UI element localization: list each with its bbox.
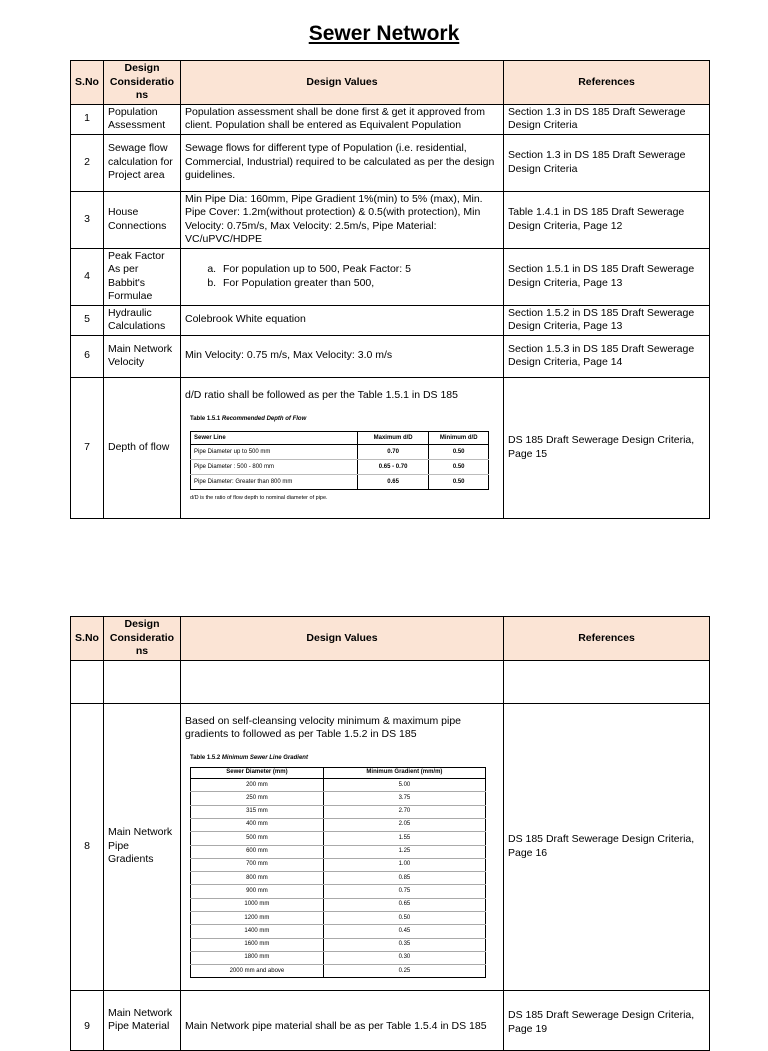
empty-cell <box>504 660 710 703</box>
subtable-cell: 0.50 <box>429 460 489 475</box>
subtable-cell: 500 mm <box>191 832 324 845</box>
gradient-table <box>190 767 486 978</box>
subtable-cell: 0.35 <box>323 938 485 951</box>
table-row <box>191 938 486 951</box>
subtable-cell: 0.45 <box>323 925 485 938</box>
subtable-cell: 200 mm <box>191 779 324 792</box>
row-sno: 2 <box>71 134 104 191</box>
table-row <box>191 925 486 938</box>
header-design-considerations: Design Consideratio ns <box>104 61 181 105</box>
subtable-cell: 0.65 - 0.70 <box>357 460 429 475</box>
row-value: Population assessment shall be done first & get it approved from client. Population shall be entered as Equivalent Population <box>181 104 504 134</box>
subtable-cell: 0.65 <box>323 898 485 911</box>
table-row <box>71 248 710 305</box>
subtable-cell: Pipe Diameter : 500 - 800 mm <box>191 460 358 475</box>
subtable-header: Sewer Diameter (mm) <box>191 768 324 779</box>
subtable-cell: 0.65 <box>357 475 429 490</box>
subtable-header: Maximum d/D <box>357 432 429 445</box>
table-row <box>71 134 710 191</box>
table-row <box>191 845 486 858</box>
subtable-cell: 800 mm <box>191 872 324 885</box>
table-row <box>71 990 710 1050</box>
subtable-title: Table 1.5.1 Recommended Depth of Flow <box>190 415 307 422</box>
subtable-cell: 315 mm <box>191 805 324 818</box>
table-row <box>191 898 486 911</box>
table-row-empty <box>71 660 710 703</box>
subtable-cell: 2000 mm and above <box>191 965 324 978</box>
row-consideration: Hydraulic Calculations <box>104 305 181 335</box>
row-reference: Section 1.5.3 in DS 185 Draft Sewerage Design Criteria, Page 14 <box>504 335 710 377</box>
gradient-text: Based on self-cleansing velocity minimum & maximum pipe gradients to followed as per Table 1.5.2 in DS 185 <box>185 714 462 741</box>
depth-of-flow-subtable <box>185 403 499 506</box>
subtable-cell: 0.50 <box>429 475 489 490</box>
gradient-table-body <box>191 779 486 978</box>
subtable-cell: 2.70 <box>323 805 485 818</box>
subtable-cell: 900 mm <box>191 885 324 898</box>
row-value: Colebrook White equation <box>181 305 504 335</box>
row-sno: 4 <box>71 248 104 305</box>
header-references: References <box>504 617 710 661</box>
row-value: Sewage flows for different type of Population (i.e. residential, Commercial, Industrial) required to be calculated as per the design guidelines. <box>181 134 504 191</box>
subtable-cell: 0.75 <box>323 885 485 898</box>
subtable-cell: Pipe Diameter: Greater than 800 mm <box>191 475 358 490</box>
subtable-cell: 5.00 <box>323 779 485 792</box>
subtable-header: Minimum Gradient (mm/m) <box>323 768 485 779</box>
subtable-cell: 0.25 <box>323 965 485 978</box>
table-row <box>191 832 486 845</box>
subtable-note: d/D is the ratio of flow depth to nominal diameter of pipe. <box>190 495 328 502</box>
subtable-cell: 1.25 <box>323 845 485 858</box>
header-references: References <box>504 61 710 105</box>
subtable-cell: 1.55 <box>323 832 485 845</box>
empty-cell <box>104 660 181 703</box>
row-consideration: Depth of flow <box>104 377 181 518</box>
header-sno: S.No <box>71 617 104 661</box>
table-row <box>191 475 489 490</box>
row-reference: Section 1.5.1 in DS 185 Draft Sewerage Design Criteria, Page 13 <box>504 248 710 305</box>
table-row <box>71 335 710 377</box>
table-row <box>71 191 710 248</box>
table-header-row <box>71 617 710 661</box>
subtable-cell: Pipe Diameter up to 500 mm <box>191 445 358 460</box>
subtable-cell: 1.00 <box>323 858 485 871</box>
row-sno: 1 <box>71 104 104 134</box>
table-row <box>191 872 486 885</box>
subtable-cell: 1200 mm <box>191 911 324 924</box>
row-reference: DS 185 Draft Sewerage Design Criteria, Page 16 <box>504 703 710 990</box>
header-design-values: Design Values <box>181 61 504 105</box>
row-value <box>181 248 504 305</box>
table-row <box>191 805 486 818</box>
list-item: a. For population up to 500, Peak Factor: 5 <box>219 263 499 277</box>
row-consideration: Main Network Pipe Material <box>104 990 181 1050</box>
empty-cell <box>71 660 104 703</box>
row-sno: 8 <box>71 703 104 990</box>
row-reference: Section 1.3 in DS 185 Draft Sewerage Design Criteria <box>504 104 710 134</box>
list-item: b. For Population greater than 500, <box>219 277 499 291</box>
table-row <box>191 965 486 978</box>
depth-of-flow-text: d/D ratio shall be followed as per the Table 1.5.1 in DS 185 <box>185 389 458 402</box>
subtable-cell: 0.30 <box>323 951 485 964</box>
subtable-cell: 1000 mm <box>191 898 324 911</box>
row-reference: DS 185 Draft Sewerage Design Criteria, Page 15 <box>504 377 710 518</box>
header-sno: S.No <box>71 61 104 105</box>
table-row <box>191 911 486 924</box>
subtable-cell: 1800 mm <box>191 951 324 964</box>
row-consideration: Sewage flow calculation for Project area <box>104 134 181 191</box>
subtable-header: Sewer Line <box>191 432 358 445</box>
table-row <box>191 885 486 898</box>
subtable-cell: 400 mm <box>191 818 324 831</box>
subtable-cell: 1600 mm <box>191 938 324 951</box>
table-header-row <box>71 61 710 105</box>
row-reference: Section 1.5.2 in DS 185 Draft Sewerage Design Criteria, Page 13 <box>504 305 710 335</box>
row-sno: 3 <box>71 191 104 248</box>
subtable-cell: 250 mm <box>191 792 324 805</box>
header-design-considerations: Design Consideratio ns <box>104 617 181 661</box>
table-row <box>191 792 486 805</box>
table-row <box>191 460 489 475</box>
subtable-cell: 600 mm <box>191 845 324 858</box>
subtable-header: Minimum d/D <box>429 432 489 445</box>
table-row <box>191 445 489 460</box>
row-consideration: Peak Factor As per Babbit's Formulae <box>104 248 181 305</box>
table-row <box>71 377 710 518</box>
row-reference: Table 1.4.1 in DS 185 Draft Sewerage Design Criteria, Page 12 <box>504 191 710 248</box>
row-sno: 5 <box>71 305 104 335</box>
table-row <box>71 104 710 134</box>
row-value: Min Pipe Dia: 160mm, Pipe Gradient 1%(min) to 5% (max), Min. Pipe Cover: 1.2m(without protection) & 0.5(with protection), Min Velocity: 0.75m/s, Max Velocity: 2.5m/s, Pipe Material: VC/uPVC/HDPE <box>181 191 504 248</box>
row-value <box>181 377 504 518</box>
row-sno: 7 <box>71 377 104 518</box>
page-title: Sewer Network <box>308 22 460 45</box>
row-sno: 6 <box>71 335 104 377</box>
table-row <box>191 858 486 871</box>
table-row <box>191 951 486 964</box>
row-consideration: Main Network Pipe Gradients <box>104 703 181 990</box>
subtable-cell: 1400 mm <box>191 925 324 938</box>
subtable-title: Table 1.5.2 Minimum Sewer Line Gradient <box>190 754 308 761</box>
table-row <box>71 305 710 335</box>
subtable-cell: 0.50 <box>429 445 489 460</box>
empty-cell <box>181 660 504 703</box>
peak-factor-list <box>185 263 499 290</box>
table-row <box>191 779 486 792</box>
subtable-cell: 0.70 <box>357 445 429 460</box>
row-consideration: House Connections <box>104 191 181 248</box>
subtable-cell: 700 mm <box>191 858 324 871</box>
subtable-cell: 2.05 <box>323 818 485 831</box>
row-reference: Section 1.3 in DS 185 Draft Sewerage Design Criteria <box>504 134 710 191</box>
subtable-cell: 0.85 <box>323 872 485 885</box>
row-sno: 9 <box>71 990 104 1050</box>
subtable-cell: 0.50 <box>323 911 485 924</box>
table-row <box>71 703 710 990</box>
row-value: Main Network pipe material shall be as per Table 1.5.4 in DS 185 <box>181 990 504 1050</box>
row-consideration: Population Assessment <box>104 104 181 134</box>
row-value: Min Velocity: 0.75 m/s, Max Velocity: 3.0 m/s <box>181 335 504 377</box>
row-consideration: Main Network Velocity <box>104 335 181 377</box>
depth-table <box>190 431 489 490</box>
row-value <box>181 703 504 990</box>
header-design-values: Design Values <box>181 617 504 661</box>
design-table-1 <box>70 60 710 519</box>
subtable-cell: 3.75 <box>323 792 485 805</box>
row-reference: DS 185 Draft Sewerage Design Criteria, Page 19 <box>504 990 710 1050</box>
table-row <box>191 818 486 831</box>
design-table-2 <box>70 616 710 1051</box>
